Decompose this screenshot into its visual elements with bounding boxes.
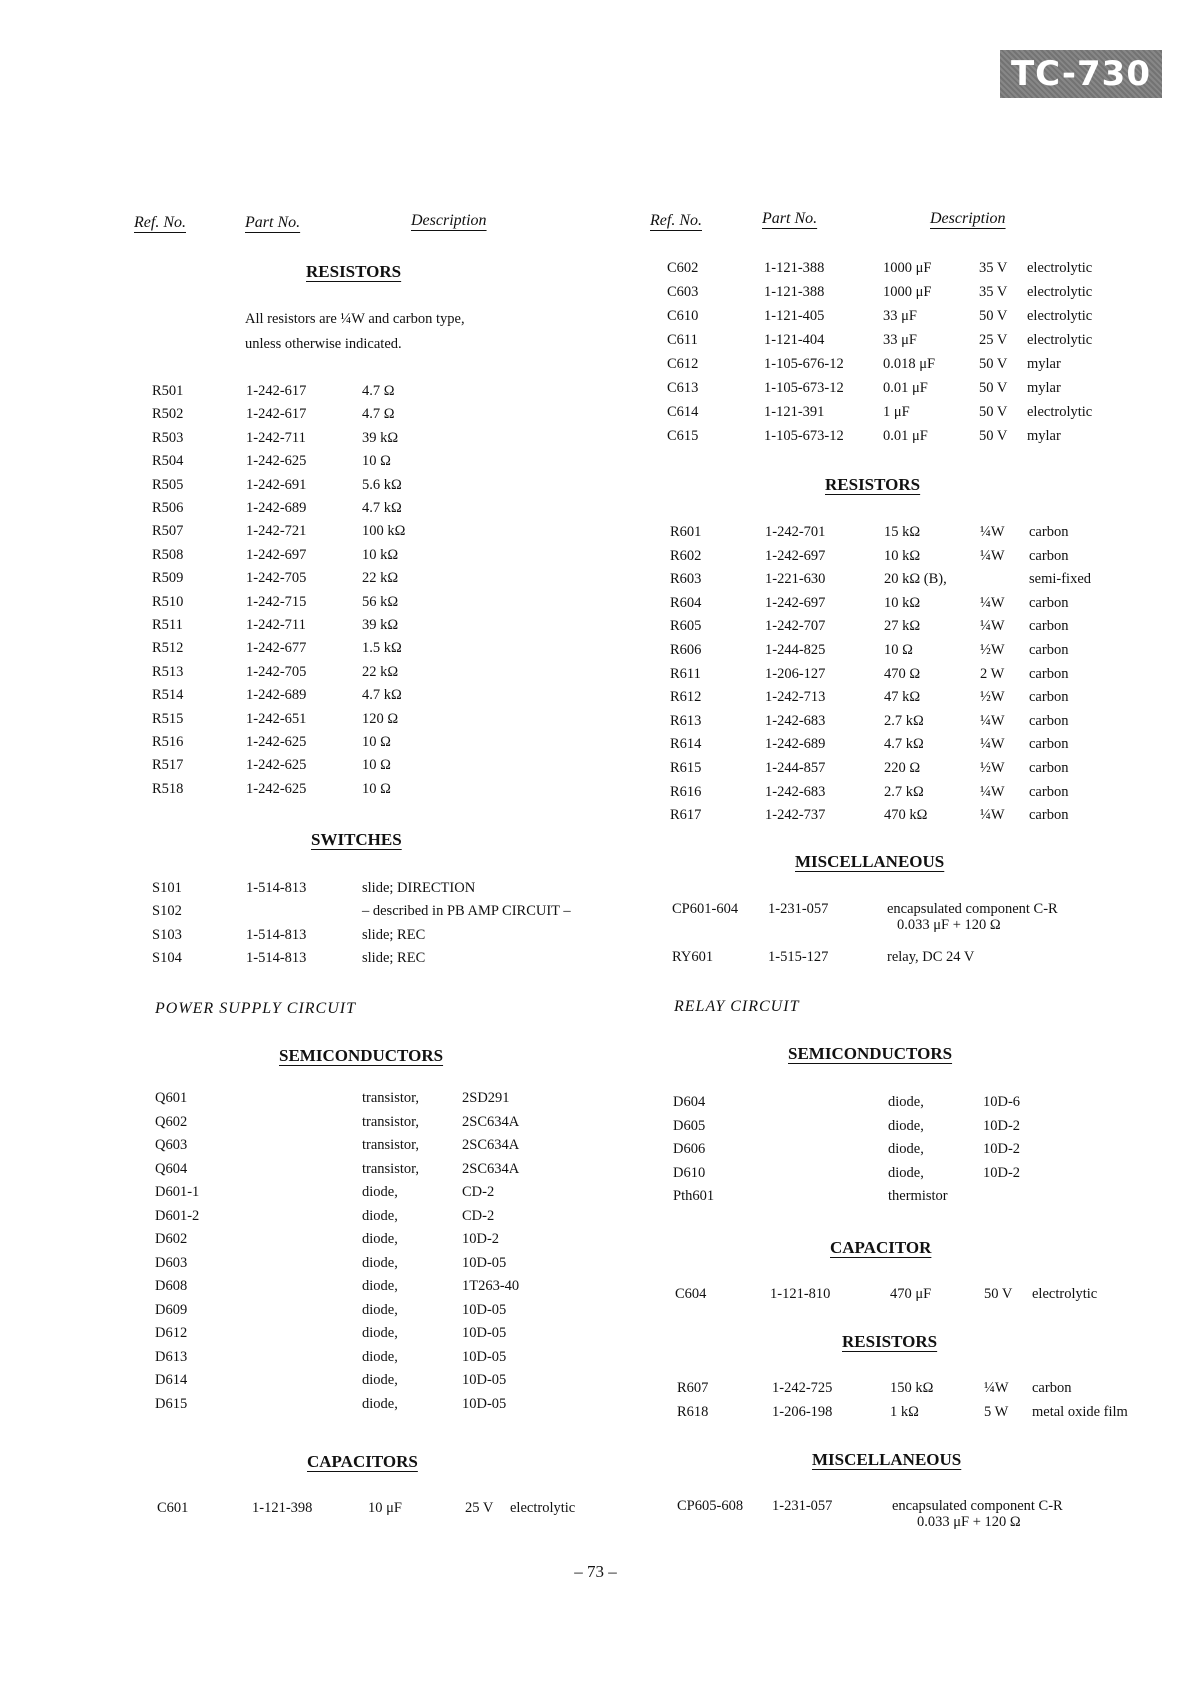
part-no: 1-242-689 <box>246 687 307 704</box>
device-code: 10D-6 <box>983 1094 1021 1110</box>
device-code: 10D-2 <box>983 1164 1021 1181</box>
part-no: 1-515-127 <box>768 949 829 965</box>
ref-no: D609 <box>155 1301 188 1318</box>
value: 20 kΩ (B), <box>884 571 947 588</box>
res-type: carbon <box>1029 689 1069 706</box>
header-part-no: Part No. <box>245 214 301 231</box>
value: 0.01 μF <box>883 380 928 396</box>
value: 33 μF <box>883 308 917 324</box>
part-no: 1-242-701 <box>765 524 826 540</box>
wattage: ¼W <box>980 524 1005 540</box>
wattage: ¼W <box>980 618 1005 635</box>
section-resistors: RESISTORS <box>825 475 921 494</box>
ref-no: S102 <box>152 903 182 920</box>
device-type: diode, <box>362 1184 398 1200</box>
wattage: ¼W <box>980 712 1005 729</box>
ref-no: R503 <box>152 429 184 446</box>
value: 10 Ω <box>362 780 391 797</box>
ref-no: Q602 <box>155 1113 188 1130</box>
part-no: 1-242-713 <box>765 689 826 706</box>
res-type: carbon <box>1032 1380 1072 1396</box>
ref-no: C615 <box>667 428 699 444</box>
part-no: 1-242-625 <box>246 757 307 774</box>
res-type: carbon <box>1029 736 1069 753</box>
value: 4.7 kΩ <box>362 500 402 516</box>
ref-no: D605 <box>673 1117 706 1134</box>
res-type: carbon <box>1029 618 1069 635</box>
part-no: 1-242-683 <box>765 783 826 800</box>
part-no: 1-242-683 <box>765 712 826 729</box>
description: encapsulated component C-R <box>887 901 1058 917</box>
wattage: ½W <box>980 760 1005 776</box>
ref-no: C602 <box>667 260 699 276</box>
description: slide; REC <box>362 926 426 943</box>
device-type: diode, <box>888 1164 924 1181</box>
device-type: diode, <box>362 1395 398 1412</box>
part-no: 1-244-825 <box>765 642 826 658</box>
device-type: diode, <box>362 1325 398 1341</box>
ref-no: RY601 <box>672 949 714 965</box>
value: 10 Ω <box>362 453 391 470</box>
cap-type: mylar <box>1027 380 1061 396</box>
cap-type: mylar <box>1027 428 1061 444</box>
wattage: 2 W <box>980 665 1005 682</box>
value: 39 kΩ <box>362 617 399 633</box>
device-code: 1T263-40 <box>462 1278 520 1294</box>
ref-no: S104 <box>152 949 182 966</box>
device-code: 2SC634A <box>462 1113 520 1130</box>
ref-no: C610 <box>667 308 699 324</box>
ref-no: Q604 <box>155 1160 188 1177</box>
device-type: transistor, <box>362 1160 420 1177</box>
ref-no: R507 <box>152 523 184 540</box>
ref-no: Pth601 <box>673 1188 715 1205</box>
cap-type: electrolytic <box>1032 1286 1098 1302</box>
section-miscellaneous-2: MISCELLANEOUS <box>812 1450 962 1469</box>
ref-no: R602 <box>670 547 702 564</box>
part-no: 1-242-625 <box>246 453 307 470</box>
wattage: ¼W <box>980 783 1005 800</box>
ref-no: R502 <box>152 406 184 423</box>
ref-no: C611 <box>667 332 698 348</box>
section-capacitor: CAPACITOR <box>830 1238 932 1257</box>
part-no: 1-121-405 <box>764 308 825 324</box>
section-resistors-2: RESISTORS <box>842 1332 938 1351</box>
section-capacitors: CAPACITORS <box>307 1452 418 1471</box>
ref-no: CP601-604 <box>672 901 739 917</box>
part-no: 1-242-697 <box>246 546 307 563</box>
value: 33 μF <box>883 332 917 348</box>
value: 10 kΩ <box>884 594 921 611</box>
part-no: 1-231-057 <box>772 1498 833 1514</box>
part-no: 1-242-625 <box>246 780 307 797</box>
ref-no: R614 <box>670 736 702 753</box>
ref-no: D612 <box>155 1325 188 1341</box>
device-type: diode, <box>888 1141 924 1158</box>
part-no: 1-242-689 <box>765 736 826 753</box>
part-no: 1-242-711 <box>246 617 306 633</box>
part-no: 1-242-725 <box>772 1380 833 1396</box>
header-description: Description <box>411 212 487 229</box>
device-type: diode, <box>888 1117 924 1134</box>
part-no: 1-206-198 <box>772 1403 833 1420</box>
part-no: 1-242-707 <box>765 618 826 635</box>
part-no: 1-242-715 <box>246 593 307 610</box>
header-ref-no: Ref. No. <box>134 214 186 231</box>
cap-type: electrolytic <box>510 1500 576 1516</box>
device-code: 10D-05 <box>462 1254 507 1271</box>
device-code: CD-2 <box>462 1207 495 1224</box>
value: 10 kΩ <box>884 547 921 564</box>
res-type: carbon <box>1029 807 1069 824</box>
ref-no: D606 <box>673 1141 706 1158</box>
section-miscellaneous: MISCELLANEOUS <box>795 852 945 871</box>
device-code: 10D-05 <box>462 1372 507 1388</box>
res-type: carbon <box>1029 524 1069 540</box>
ref-no: R606 <box>670 642 702 658</box>
wattage: ½W <box>980 642 1005 658</box>
ref-no: R512 <box>152 640 184 657</box>
ref-no: C612 <box>667 356 699 372</box>
res-type: carbon <box>1029 712 1069 729</box>
wattage: 5 W <box>984 1403 1009 1420</box>
part-no: 1-221-630 <box>765 571 826 588</box>
part-no: 1-121-391 <box>764 404 825 420</box>
voltage: 50 V <box>979 428 1008 444</box>
value: 0.018 μF <box>883 356 936 372</box>
model-logo: TC-730 <box>1000 50 1162 98</box>
ref-no: R618 <box>677 1403 709 1420</box>
part-no: 1-242-617 <box>246 406 307 423</box>
ref-no: R509 <box>152 570 184 587</box>
part-no: 1-105-676-12 <box>764 356 844 372</box>
ref-no: D602 <box>155 1231 188 1247</box>
part-no: 1-242-689 <box>246 500 307 516</box>
value: 4.7 Ω <box>362 383 395 399</box>
ref-no: S103 <box>152 926 182 943</box>
ref-no: D615 <box>155 1395 188 1412</box>
ref-no: D608 <box>155 1278 188 1294</box>
section-semiconductors: SEMICONDUCTORS <box>279 1046 444 1065</box>
ref-no: R511 <box>152 617 183 633</box>
ref-no: D614 <box>155 1372 188 1388</box>
ref-no: D601-2 <box>155 1207 200 1224</box>
ref-no: R612 <box>670 689 702 706</box>
cap-type: electrolytic <box>1027 308 1093 324</box>
value: 470 Ω <box>884 665 921 682</box>
cap-type: electrolytic <box>1027 332 1093 348</box>
value: 0.01 μF <box>883 428 928 444</box>
device-type: diode, <box>362 1372 398 1388</box>
device-type: diode, <box>362 1207 398 1224</box>
section-semiconductors: SEMICONDUCTORS <box>788 1044 953 1063</box>
ref-no: R617 <box>670 807 702 824</box>
section-switches: SWITCHES <box>311 830 402 849</box>
value: 27 kΩ <box>884 618 921 635</box>
part-no: 1-514-813 <box>246 949 307 966</box>
power-supply-title: POWER SUPPLY CIRCUIT <box>155 1000 357 1017</box>
ref-no: R513 <box>152 663 184 680</box>
ref-no: R506 <box>152 500 184 516</box>
value: 10 Ω <box>884 642 913 658</box>
value: 10 Ω <box>362 757 391 774</box>
ref-no: Q601 <box>155 1090 188 1106</box>
part-no: 1-121-388 <box>764 260 825 276</box>
cap-type: electrolytic <box>1027 260 1093 276</box>
device-code: 10D-2 <box>462 1231 500 1247</box>
part-no: 1-231-057 <box>768 901 829 917</box>
wattage: ½W <box>980 689 1005 706</box>
device-code: 2SC634A <box>462 1160 520 1177</box>
value: 1000 μF <box>883 260 932 276</box>
ref-no: S101 <box>152 880 182 896</box>
ref-no: R516 <box>152 734 184 750</box>
ref-no: R518 <box>152 780 184 797</box>
header-ref-no: Ref. No. <box>650 212 702 229</box>
note-line-2: unless otherwise indicated. <box>245 336 402 352</box>
voltage: 35 V <box>979 284 1008 300</box>
part-no: 1-242-617 <box>246 383 307 399</box>
device-type: diode, <box>362 1301 398 1318</box>
part-no: 1-242-711 <box>246 429 306 446</box>
value: 39 kΩ <box>362 429 399 446</box>
device-code: 10D-2 <box>983 1117 1021 1134</box>
description: – described in PB AMP CIRCUIT – <box>362 903 571 920</box>
ref-no: R616 <box>670 783 702 800</box>
ref-no: D613 <box>155 1348 188 1365</box>
voltage: 25 V <box>465 1500 494 1516</box>
ref-no: R611 <box>670 665 701 682</box>
ref-no: R508 <box>152 546 184 563</box>
relay-circuit-title: RELAY CIRCUIT <box>674 998 800 1015</box>
cap-type: electrolytic <box>1027 404 1093 420</box>
ref-no: R515 <box>152 710 184 727</box>
device-code: CD-2 <box>462 1184 495 1200</box>
ref-no: R601 <box>670 524 702 540</box>
device-code: 2SC634A <box>462 1137 520 1153</box>
res-type: carbon <box>1029 642 1069 658</box>
res-type: carbon <box>1029 760 1069 776</box>
res-type: semi-fixed <box>1029 571 1092 588</box>
device-type: transistor, <box>362 1090 420 1106</box>
part-no: 1-105-673-12 <box>764 428 844 444</box>
device-type: diode, <box>362 1254 398 1271</box>
note-line-1: All resistors are ¼W and carbon type, <box>245 311 465 327</box>
ref-no: D604 <box>673 1094 706 1110</box>
value: 22 kΩ <box>362 663 399 680</box>
ref-no: D603 <box>155 1254 188 1271</box>
wattage: ¼W <box>980 594 1005 611</box>
section-resistors: RESISTORS <box>306 262 402 281</box>
value: 100 kΩ <box>362 523 406 540</box>
value: 470 kΩ <box>884 807 928 824</box>
value: 1000 μF <box>883 284 932 300</box>
value: 10 μF <box>368 1500 402 1516</box>
description: encapsulated component C-R <box>892 1498 1063 1514</box>
value: 1 kΩ <box>890 1403 919 1420</box>
value: 4.7 kΩ <box>884 736 924 753</box>
ref-no: C614 <box>667 404 699 420</box>
value: 220 Ω <box>884 760 921 776</box>
voltage: 50 V <box>979 404 1008 420</box>
value: 4.7 Ω <box>362 406 395 423</box>
ref-no: R607 <box>677 1380 709 1396</box>
value: 120 Ω <box>362 710 399 727</box>
value: 10 Ω <box>362 734 391 750</box>
device-type: diode, <box>362 1231 398 1247</box>
part-no: 1-242-697 <box>765 594 826 611</box>
part-no: 1-514-813 <box>246 880 307 896</box>
ref-no: R603 <box>670 571 702 588</box>
res-type: metal oxide film <box>1032 1403 1128 1420</box>
device-code: 2SD291 <box>462 1090 510 1106</box>
res-type: carbon <box>1029 665 1069 682</box>
ref-no: R517 <box>152 757 184 774</box>
ref-no: CP605-608 <box>677 1498 744 1514</box>
part-no: 1-242-705 <box>246 663 307 680</box>
res-type: carbon <box>1029 594 1069 611</box>
part-no: 1-105-673-12 <box>764 380 844 396</box>
device-code: 10D-05 <box>462 1325 507 1341</box>
value: 5.6 kΩ <box>362 476 402 493</box>
header-part-no: Part No. <box>762 210 818 227</box>
ref-no: C601 <box>157 1500 189 1516</box>
ref-no: R615 <box>670 760 702 776</box>
voltage: 50 V <box>979 356 1008 372</box>
part-no: 1-242-737 <box>765 807 826 824</box>
value: 150 kΩ <box>890 1380 934 1396</box>
value: 2.7 kΩ <box>884 783 924 800</box>
device-code: 10D-2 <box>983 1141 1021 1158</box>
wattage: ¼W <box>980 547 1005 564</box>
device-code: 10D-05 <box>462 1348 507 1365</box>
part-no: 1-242-721 <box>246 523 307 540</box>
cap-type: mylar <box>1027 356 1061 372</box>
voltage: 50 V <box>979 308 1008 324</box>
part-no: 1-244-857 <box>765 760 826 776</box>
part-no: 1-242-691 <box>246 476 307 493</box>
ref-no: R510 <box>152 593 184 610</box>
wattage: ¼W <box>980 736 1005 753</box>
value: 22 kΩ <box>362 570 399 587</box>
part-no: 1-514-813 <box>246 926 307 943</box>
voltage: 50 V <box>984 1286 1013 1302</box>
value: 1 μF <box>883 404 910 420</box>
part-no: 1-121-388 <box>764 284 825 300</box>
device-code: 10D-05 <box>462 1395 507 1412</box>
part-no: 1-121-404 <box>764 332 825 348</box>
value: 1.5 kΩ <box>362 640 402 657</box>
page-number: – 73 – <box>574 1562 617 1581</box>
value: 10 kΩ <box>362 546 399 563</box>
part-no: 1-121-810 <box>770 1286 831 1302</box>
device-type: diode, <box>888 1094 924 1110</box>
wattage: ¼W <box>980 807 1005 824</box>
ref-no: C603 <box>667 284 699 300</box>
ref-no: R613 <box>670 712 702 729</box>
voltage: 50 V <box>979 380 1008 396</box>
device-type: thermistor <box>888 1188 948 1205</box>
ref-no: R505 <box>152 476 184 493</box>
description: slide; DIRECTION <box>362 880 476 896</box>
ref-no: C613 <box>667 380 699 396</box>
value: 47 kΩ <box>884 689 921 706</box>
ref-no: Q603 <box>155 1137 188 1153</box>
voltage: 25 V <box>979 332 1008 348</box>
part-no: 1-242-705 <box>246 570 307 587</box>
value: 4.7 kΩ <box>362 687 402 704</box>
value: 470 μF <box>890 1286 932 1302</box>
description-detail: 0.033 μF + 120 Ω <box>897 917 1001 933</box>
ref-no: R501 <box>152 383 184 399</box>
part-no: 1-242-697 <box>765 547 826 564</box>
device-type: transistor, <box>362 1113 420 1130</box>
ref-no: D601-1 <box>155 1184 200 1200</box>
part-no: 1-206-127 <box>765 665 826 682</box>
ref-no: R514 <box>152 687 184 704</box>
value: 2.7 kΩ <box>884 712 924 729</box>
ref-no: D610 <box>673 1164 706 1181</box>
device-code: 10D-05 <box>462 1301 507 1318</box>
ref-no: C604 <box>675 1286 707 1302</box>
voltage: 35 V <box>979 260 1008 276</box>
ref-no: R504 <box>152 453 184 470</box>
part-no: 1-242-677 <box>246 640 307 657</box>
description-detail: 0.033 μF + 120 Ω <box>917 1514 1021 1530</box>
device-type: transistor, <box>362 1137 420 1153</box>
wattage: ¼W <box>984 1380 1009 1396</box>
header-description: Description <box>930 210 1006 227</box>
device-type: diode, <box>362 1278 398 1294</box>
res-type: carbon <box>1029 783 1069 800</box>
value: 56 kΩ <box>362 593 399 610</box>
description: relay, DC 24 V <box>887 949 975 965</box>
part-no: 1-242-625 <box>246 734 307 750</box>
device-type: diode, <box>362 1348 398 1365</box>
part-no: 1-121-398 <box>252 1500 313 1516</box>
value: 15 kΩ <box>884 524 921 540</box>
description: slide; REC <box>362 949 426 966</box>
part-no: 1-242-651 <box>246 710 307 727</box>
ref-no: R604 <box>670 594 702 611</box>
ref-no: R605 <box>670 618 702 635</box>
res-type: carbon <box>1029 547 1069 564</box>
cap-type: electrolytic <box>1027 284 1093 300</box>
